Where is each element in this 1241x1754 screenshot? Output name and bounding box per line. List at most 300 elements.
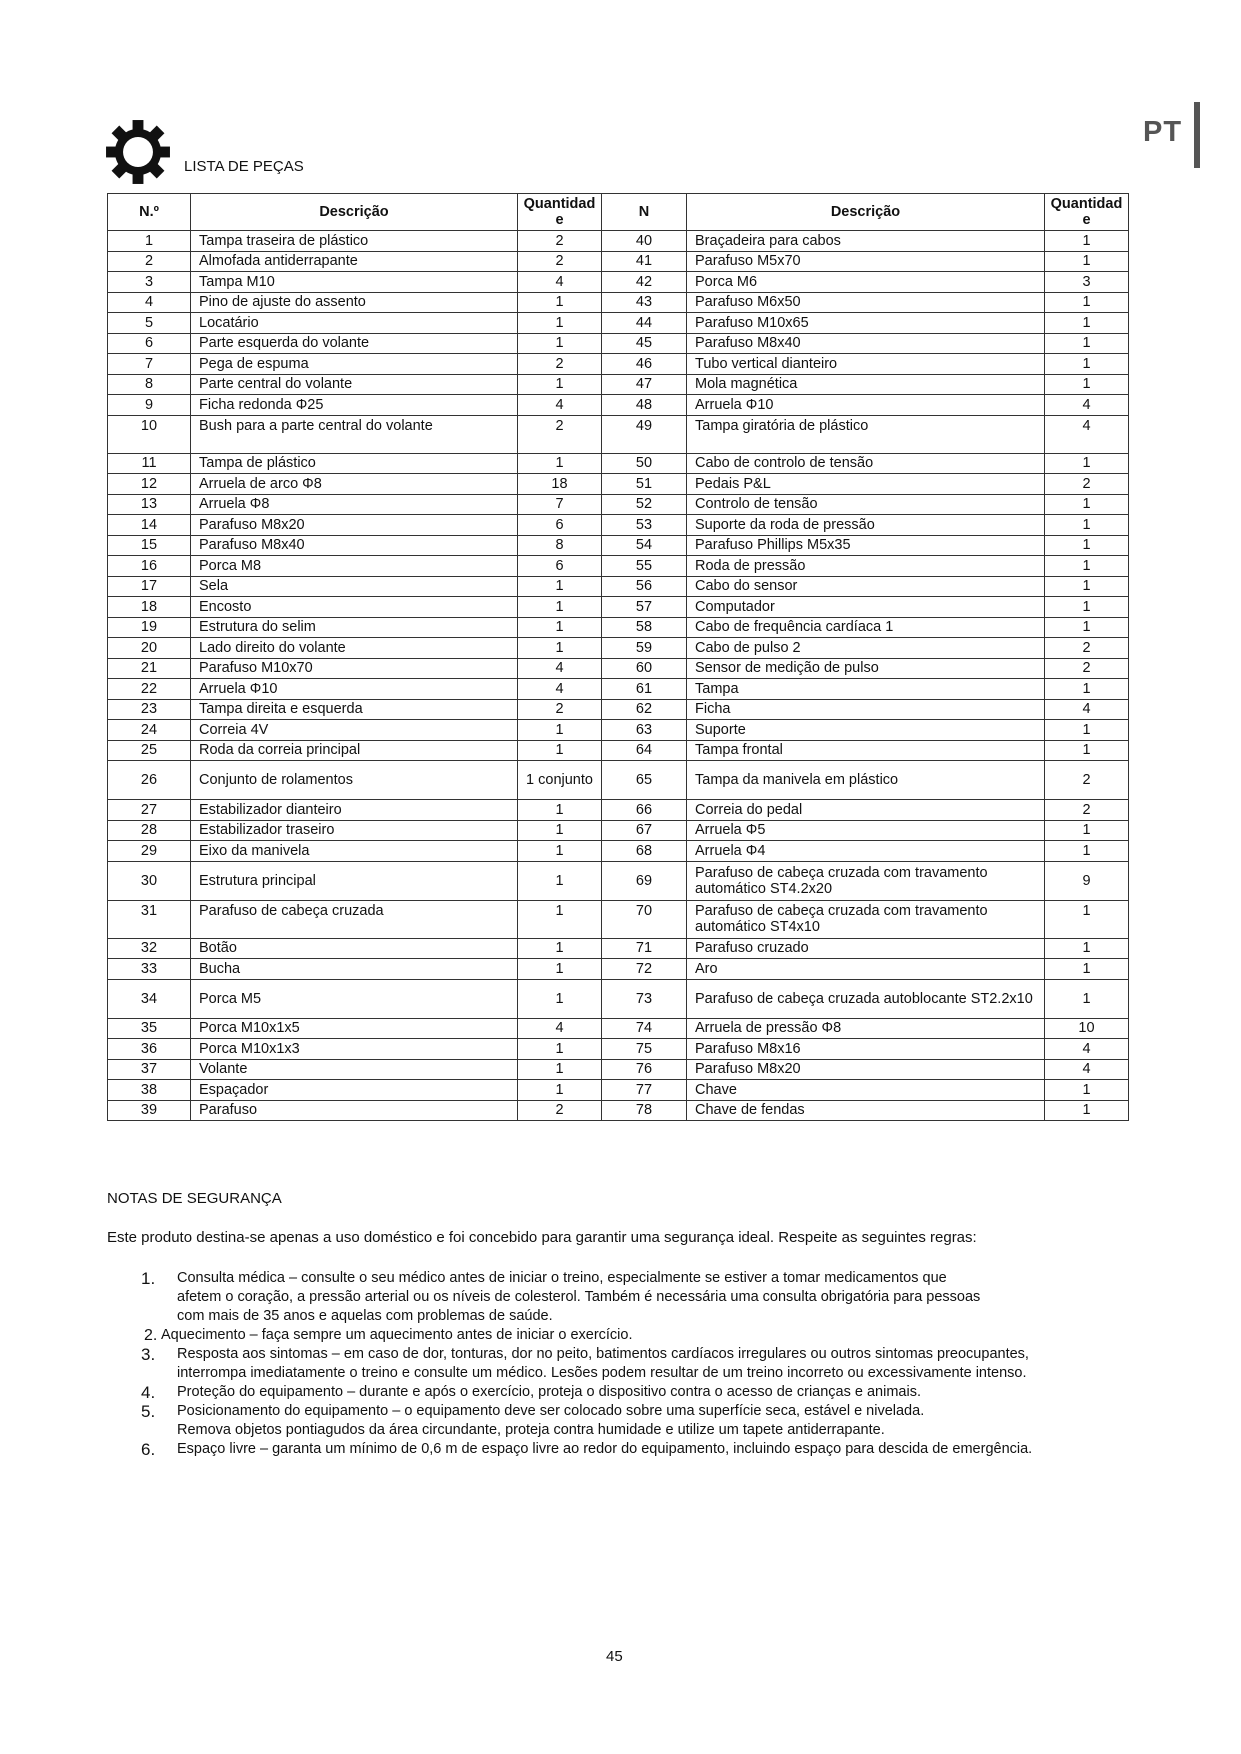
part-description-2: Chave de fendas: [687, 1100, 1045, 1121]
part-number-2: 51: [602, 474, 687, 495]
header-number-2: N: [602, 194, 687, 231]
part-description: Bush para a parte central do volante: [191, 415, 518, 453]
part-description: Porca M10x1x3: [191, 1039, 518, 1060]
part-description: Estabilizador dianteiro: [191, 800, 518, 821]
part-number: 30: [108, 861, 191, 900]
part-number: 34: [108, 979, 191, 1018]
part-quantity-2: 1: [1045, 292, 1129, 313]
part-number: 6: [108, 333, 191, 354]
part-number-2: 75: [602, 1039, 687, 1060]
part-description: Ficha redonda Φ25: [191, 395, 518, 416]
part-quantity-2: 1: [1045, 576, 1129, 597]
part-description-2: Braçadeira para cabos: [687, 231, 1045, 252]
part-quantity-2: 2: [1045, 800, 1129, 821]
part-description-2: Porca M6: [687, 272, 1045, 293]
part-description: Parafuso M8x40: [191, 535, 518, 556]
page-number: 45: [606, 1648, 623, 1665]
part-number: 20: [108, 638, 191, 659]
part-quantity-2: 2: [1045, 761, 1129, 800]
part-description-2: Sensor de medição de pulso: [687, 658, 1045, 679]
header-quantity-line1: Quantidad: [523, 196, 596, 212]
table-row: [108, 231, 1129, 252]
part-quantity: 1: [518, 292, 602, 313]
table-row: [108, 333, 1129, 354]
part-quantity: 6: [518, 556, 602, 577]
part-number-2: 41: [602, 251, 687, 272]
safety-note-line: com mais de 35 anos e aquelas com problemas de saúde.: [177, 1308, 553, 1324]
part-number-2: 47: [602, 374, 687, 395]
part-quantity-2: 4: [1045, 1039, 1129, 1060]
part-number-2: 55: [602, 556, 687, 577]
part-number: 3: [108, 272, 191, 293]
part-number-2: 57: [602, 597, 687, 618]
safety-note-line: Remova objetos pontiagudos da área circundante, proteja contra humidade e utilize um tapete antiderrapante.: [177, 1422, 885, 1438]
part-description: Parte central do volante: [191, 374, 518, 395]
part-description-2: Parafuso M10x65: [687, 313, 1045, 334]
part-description: Parafuso M10x70: [191, 658, 518, 679]
part-number: 28: [108, 820, 191, 841]
part-number-2: 66: [602, 800, 687, 821]
part-number: 16: [108, 556, 191, 577]
part-number: 4: [108, 292, 191, 313]
part-quantity: 4: [518, 658, 602, 679]
part-description: Estrutura do selim: [191, 617, 518, 638]
part-quantity-2: 10: [1045, 1018, 1129, 1039]
safety-note: [107, 1269, 1127, 1326]
parts-table: [107, 193, 1129, 1121]
part-description: Parafuso M8x20: [191, 515, 518, 536]
part-description: Sela: [191, 576, 518, 597]
part-number: 31: [108, 900, 191, 938]
part-quantity: 2: [518, 415, 602, 453]
safety-note-number: 3.: [141, 1345, 156, 1364]
part-number: 2: [108, 251, 191, 272]
table-row: [108, 699, 1129, 720]
part-description-2: Parafuso de cabeça cruzada autoblocante ST2.2x10: [687, 979, 1045, 1018]
part-description: Estrutura principal: [191, 861, 518, 900]
header-number: N.º: [108, 194, 191, 231]
table-row: [108, 959, 1129, 980]
table-row: [108, 576, 1129, 597]
table-row: [108, 1100, 1129, 1121]
part-number: 8: [108, 374, 191, 395]
header-description-2: Descrição: [687, 194, 1045, 231]
part-quantity: 1: [518, 841, 602, 862]
part-quantity-2: 1: [1045, 231, 1129, 252]
table-row: [108, 900, 1129, 938]
part-quantity: 1: [518, 333, 602, 354]
part-quantity: 2: [518, 354, 602, 375]
part-quantity-2: 1: [1045, 617, 1129, 638]
part-quantity-2: 1: [1045, 900, 1129, 938]
part-quantity: 1: [518, 597, 602, 618]
part-number-2: 49: [602, 415, 687, 453]
part-number: 27: [108, 800, 191, 821]
part-quantity: 18: [518, 474, 602, 495]
table-row: [108, 1018, 1129, 1039]
part-description: Tampa de plástico: [191, 453, 518, 474]
table-row: [108, 494, 1129, 515]
part-description-2: Suporte: [687, 720, 1045, 741]
language-tag-bar: [1194, 102, 1200, 168]
part-description-2: Tampa da manivela em plástico: [687, 761, 1045, 800]
part-number-2: 60: [602, 658, 687, 679]
safety-note: [107, 1402, 1127, 1440]
table-row: [108, 638, 1129, 659]
part-quantity-2: 2: [1045, 474, 1129, 495]
part-quantity-2: 1: [1045, 453, 1129, 474]
table-row: [108, 1059, 1129, 1080]
notes-intro: Este produto destina-se apenas a uso doméstico e foi concebido para garantir uma segurança ideal. Respeite as seguintes regras:: [107, 1229, 977, 1246]
part-number: 11: [108, 453, 191, 474]
part-description: Lado direito do volante: [191, 638, 518, 659]
part-number-2: 58: [602, 617, 687, 638]
part-quantity-2: 1: [1045, 354, 1129, 375]
table-row: [108, 374, 1129, 395]
table-row: [108, 556, 1129, 577]
part-description-2: Parafuso M8x40: [687, 333, 1045, 354]
header-quantity-line2: e: [555, 212, 564, 228]
part-description: Conjunto de rolamentos: [191, 761, 518, 800]
part-number-2: 59: [602, 638, 687, 659]
part-description: Arruela de arco Φ8: [191, 474, 518, 495]
part-number-2: 62: [602, 699, 687, 720]
part-description-2: Parafuso de cabeça cruzada com travamento automático ST4.2x20: [687, 861, 1045, 900]
part-description-2: Arruela Φ4: [687, 841, 1045, 862]
safety-note: [107, 1383, 1127, 1402]
part-quantity-2: 1: [1045, 535, 1129, 556]
part-quantity: 8: [518, 535, 602, 556]
part-number-2: 69: [602, 861, 687, 900]
table-row: [108, 800, 1129, 821]
part-quantity: 4: [518, 272, 602, 293]
part-number: 25: [108, 740, 191, 761]
part-quantity: 1: [518, 979, 602, 1018]
part-description: Botão: [191, 938, 518, 959]
table-row: [108, 658, 1129, 679]
part-number-2: 70: [602, 900, 687, 938]
header-quantity: [518, 194, 602, 231]
part-number: 24: [108, 720, 191, 741]
safety-note-line: Consulta médica – consulte o seu médico antes de iniciar o treino, especialmente se estiver a tomar medicamentos que: [177, 1270, 947, 1286]
part-description-2: Suporte da roda de pressão: [687, 515, 1045, 536]
table-row: [108, 720, 1129, 741]
part-quantity: 1: [518, 453, 602, 474]
table-row: [108, 354, 1129, 375]
part-number: 12: [108, 474, 191, 495]
part-quantity-2: 1: [1045, 679, 1129, 700]
part-number-2: 65: [602, 761, 687, 800]
part-number-2: 67: [602, 820, 687, 841]
table-row: [108, 841, 1129, 862]
part-number: 14: [108, 515, 191, 536]
part-quantity-2: 1: [1045, 820, 1129, 841]
part-quantity: 1 conjunto: [518, 761, 602, 800]
part-quantity: 2: [518, 231, 602, 252]
part-number-2: 43: [602, 292, 687, 313]
part-number-2: 71: [602, 938, 687, 959]
safety-note-line: interrompa imediatamente o treino e consulte um médico. Lesões podem resultar de um treino incorreto ou excessivamente intenso.: [177, 1365, 1027, 1381]
part-number: 29: [108, 841, 191, 862]
part-number: 39: [108, 1100, 191, 1121]
part-number: 9: [108, 395, 191, 416]
part-quantity-2: 1: [1045, 1100, 1129, 1121]
part-number-2: 78: [602, 1100, 687, 1121]
part-description: Correia 4V: [191, 720, 518, 741]
table-row: [108, 415, 1129, 453]
part-quantity: 1: [518, 861, 602, 900]
part-number: 37: [108, 1059, 191, 1080]
part-number-2: 64: [602, 740, 687, 761]
part-description: Encosto: [191, 597, 518, 618]
part-quantity: 1: [518, 959, 602, 980]
part-number-2: 52: [602, 494, 687, 515]
table-row: [108, 453, 1129, 474]
part-quantity-2: 1: [1045, 1080, 1129, 1101]
table-row: [108, 979, 1129, 1018]
table-row: [108, 272, 1129, 293]
part-number-2: 48: [602, 395, 687, 416]
notes-title: NOTAS DE SEGURANÇA: [107, 1190, 282, 1207]
part-description-2: Parafuso de cabeça cruzada com travamento automático ST4x10: [687, 900, 1045, 938]
part-quantity-2: 4: [1045, 415, 1129, 453]
part-description-2: Tampa frontal: [687, 740, 1045, 761]
part-number: 22: [108, 679, 191, 700]
part-number-2: 42: [602, 272, 687, 293]
part-number-2: 50: [602, 453, 687, 474]
table-row: [108, 1080, 1129, 1101]
part-number: 17: [108, 576, 191, 597]
part-description-2: Tubo vertical dianteiro: [687, 354, 1045, 375]
part-description-2: Roda de pressão: [687, 556, 1045, 577]
safety-note-number: 1.: [141, 1269, 156, 1288]
part-description: Volante: [191, 1059, 518, 1080]
table-row: [108, 515, 1129, 536]
part-number-2: 72: [602, 959, 687, 980]
part-description-2: Parafuso M6x50: [687, 292, 1045, 313]
part-description: Espaçador: [191, 1080, 518, 1101]
part-quantity: 2: [518, 699, 602, 720]
part-description: Pega de espuma: [191, 354, 518, 375]
part-number-2: 56: [602, 576, 687, 597]
part-quantity: 1: [518, 1059, 602, 1080]
safety-note: [107, 1345, 1127, 1383]
language-tag: PT: [1143, 116, 1183, 148]
part-number-2: 68: [602, 841, 687, 862]
part-description-2: Controlo de tensão: [687, 494, 1045, 515]
part-number-2: 63: [602, 720, 687, 741]
table-row: [108, 292, 1129, 313]
part-quantity-2: 4: [1045, 1059, 1129, 1080]
part-quantity: 2: [518, 1100, 602, 1121]
part-quantity: 7: [518, 494, 602, 515]
part-description: Arruela Φ8: [191, 494, 518, 515]
part-description-2: Arruela Φ10: [687, 395, 1045, 416]
safety-note-number: 2.: [144, 1327, 158, 1344]
part-number: 21: [108, 658, 191, 679]
safety-note-line: Resposta aos sintomas – em caso de dor, tonturas, dor no peito, batimentos cardíacos irregulares ou outros sintomas preocupantes,: [177, 1346, 1029, 1362]
notes-list: [107, 1269, 1127, 1459]
part-description-2: Parafuso Phillips M5x35: [687, 535, 1045, 556]
part-quantity-2: 1: [1045, 374, 1129, 395]
part-description-2: Parafuso M8x16: [687, 1039, 1045, 1060]
part-description-2: Cabo de controlo de tensão: [687, 453, 1045, 474]
part-quantity-2: 1: [1045, 313, 1129, 334]
safety-note-line: Posicionamento do equipamento – o equipamento deve ser colocado sobre uma superfície seca, estável e nivelada.: [177, 1403, 925, 1419]
part-quantity: 1: [518, 820, 602, 841]
part-description-2: Arruela Φ5: [687, 820, 1045, 841]
header-quantity-2-line1: Quantidad: [1050, 196, 1123, 212]
part-quantity-2: 1: [1045, 740, 1129, 761]
part-quantity: 1: [518, 374, 602, 395]
part-number: 38: [108, 1080, 191, 1101]
part-quantity: 1: [518, 740, 602, 761]
part-quantity: 1: [518, 1039, 602, 1060]
part-number-2: 77: [602, 1080, 687, 1101]
table-row: [108, 251, 1129, 272]
part-description-2: Cabo de frequência cardíaca 1: [687, 617, 1045, 638]
part-description: Parafuso: [191, 1100, 518, 1121]
part-quantity-2: 3: [1045, 272, 1129, 293]
part-description-2: Computador: [687, 597, 1045, 618]
part-description-2: Arruela de pressão Φ8: [687, 1018, 1045, 1039]
part-description-2: Parafuso M5x70: [687, 251, 1045, 272]
part-quantity: 4: [518, 395, 602, 416]
part-quantity: 4: [518, 679, 602, 700]
part-description: Eixo da manivela: [191, 841, 518, 862]
part-quantity: 1: [518, 900, 602, 938]
safety-note-number: 4.: [141, 1383, 156, 1402]
part-description-2: Chave: [687, 1080, 1045, 1101]
safety-note-number: 6.: [141, 1440, 156, 1459]
header-description: Descrição: [191, 194, 518, 231]
part-quantity-2: 1: [1045, 959, 1129, 980]
part-number-2: 76: [602, 1059, 687, 1080]
table-header-row: [108, 194, 1129, 231]
part-quantity: 1: [518, 638, 602, 659]
part-quantity: 4: [518, 1018, 602, 1039]
gear-icon: [104, 118, 172, 186]
table-row: [108, 313, 1129, 334]
part-quantity-2: 1: [1045, 938, 1129, 959]
part-description-2: Pedais P&L: [687, 474, 1045, 495]
part-description: Pino de ajuste do assento: [191, 292, 518, 313]
part-quantity-2: 1: [1045, 333, 1129, 354]
part-description-2: Tampa giratória de plástico: [687, 415, 1045, 453]
part-description: Parafuso de cabeça cruzada: [191, 900, 518, 938]
part-number-2: 45: [602, 333, 687, 354]
part-description: Porca M10x1x5: [191, 1018, 518, 1039]
part-description-2: Aro: [687, 959, 1045, 980]
safety-note-line: Espaço livre – garanta um mínimo de 0,6 m de espaço livre ao redor do equipamento, incluindo espaço para descida de emergência.: [177, 1441, 1033, 1457]
table-row: [108, 861, 1129, 900]
table-row: [108, 679, 1129, 700]
section-title: LISTA DE PEÇAS: [184, 158, 304, 175]
header-quantity-2: [1045, 194, 1129, 231]
part-quantity-2: 4: [1045, 699, 1129, 720]
part-quantity: 2: [518, 251, 602, 272]
safety-note: [107, 1326, 1127, 1345]
part-description: Estabilizador traseiro: [191, 820, 518, 841]
table-row: [108, 938, 1129, 959]
part-description: Arruela Φ10: [191, 679, 518, 700]
part-quantity-2: 1: [1045, 251, 1129, 272]
part-description-2: Cabo do sensor: [687, 576, 1045, 597]
part-quantity: 1: [518, 576, 602, 597]
part-number: 18: [108, 597, 191, 618]
part-description-2: Ficha: [687, 699, 1045, 720]
part-quantity: 1: [518, 617, 602, 638]
part-description: Almofada antiderrapante: [191, 251, 518, 272]
part-quantity-2: 2: [1045, 658, 1129, 679]
part-number-2: 46: [602, 354, 687, 375]
part-number-2: 53: [602, 515, 687, 536]
table-row: [108, 617, 1129, 638]
part-number-2: 54: [602, 535, 687, 556]
part-number-2: 73: [602, 979, 687, 1018]
part-number: 33: [108, 959, 191, 980]
part-quantity-2: 1: [1045, 979, 1129, 1018]
part-number: 32: [108, 938, 191, 959]
part-description-2: Cabo de pulso 2: [687, 638, 1045, 659]
part-quantity: 1: [518, 720, 602, 741]
part-description-2: Mola magnética: [687, 374, 1045, 395]
part-description-2: Correia do pedal: [687, 800, 1045, 821]
part-number: 10: [108, 415, 191, 453]
table-row: [108, 761, 1129, 800]
part-quantity-2: 1: [1045, 556, 1129, 577]
part-quantity-2: 9: [1045, 861, 1129, 900]
part-number-2: 40: [602, 231, 687, 252]
table-row: [108, 820, 1129, 841]
part-description: Bucha: [191, 959, 518, 980]
table-row: [108, 740, 1129, 761]
safety-note-line: Aquecimento – faça sempre um aquecimento antes de iniciar o exercício.: [161, 1327, 633, 1343]
part-quantity-2: 1: [1045, 720, 1129, 741]
part-description: Locatário: [191, 313, 518, 334]
part-quantity: 6: [518, 515, 602, 536]
part-quantity-2: 1: [1045, 841, 1129, 862]
part-quantity: 1: [518, 938, 602, 959]
part-number-2: 61: [602, 679, 687, 700]
table-row: [108, 535, 1129, 556]
part-quantity: 1: [518, 313, 602, 334]
part-quantity: 1: [518, 800, 602, 821]
part-number: 23: [108, 699, 191, 720]
part-quantity-2: 2: [1045, 638, 1129, 659]
part-description: Parte esquerda do volante: [191, 333, 518, 354]
part-number: 7: [108, 354, 191, 375]
part-quantity-2: 1: [1045, 515, 1129, 536]
part-description-2: Tampa: [687, 679, 1045, 700]
part-description: Tampa direita e esquerda: [191, 699, 518, 720]
part-description: Porca M5: [191, 979, 518, 1018]
part-number-2: 44: [602, 313, 687, 334]
table-row: [108, 395, 1129, 416]
part-number: 26: [108, 761, 191, 800]
part-description: Roda da correia principal: [191, 740, 518, 761]
part-number: 1: [108, 231, 191, 252]
part-number: 35: [108, 1018, 191, 1039]
part-quantity: 1: [518, 1080, 602, 1101]
table-row: [108, 597, 1129, 618]
part-description: Porca M8: [191, 556, 518, 577]
part-description: Tampa traseira de plástico: [191, 231, 518, 252]
part-description: Tampa M10: [191, 272, 518, 293]
table-row: [108, 1039, 1129, 1060]
table-row: [108, 474, 1129, 495]
safety-note: [107, 1440, 1127, 1459]
